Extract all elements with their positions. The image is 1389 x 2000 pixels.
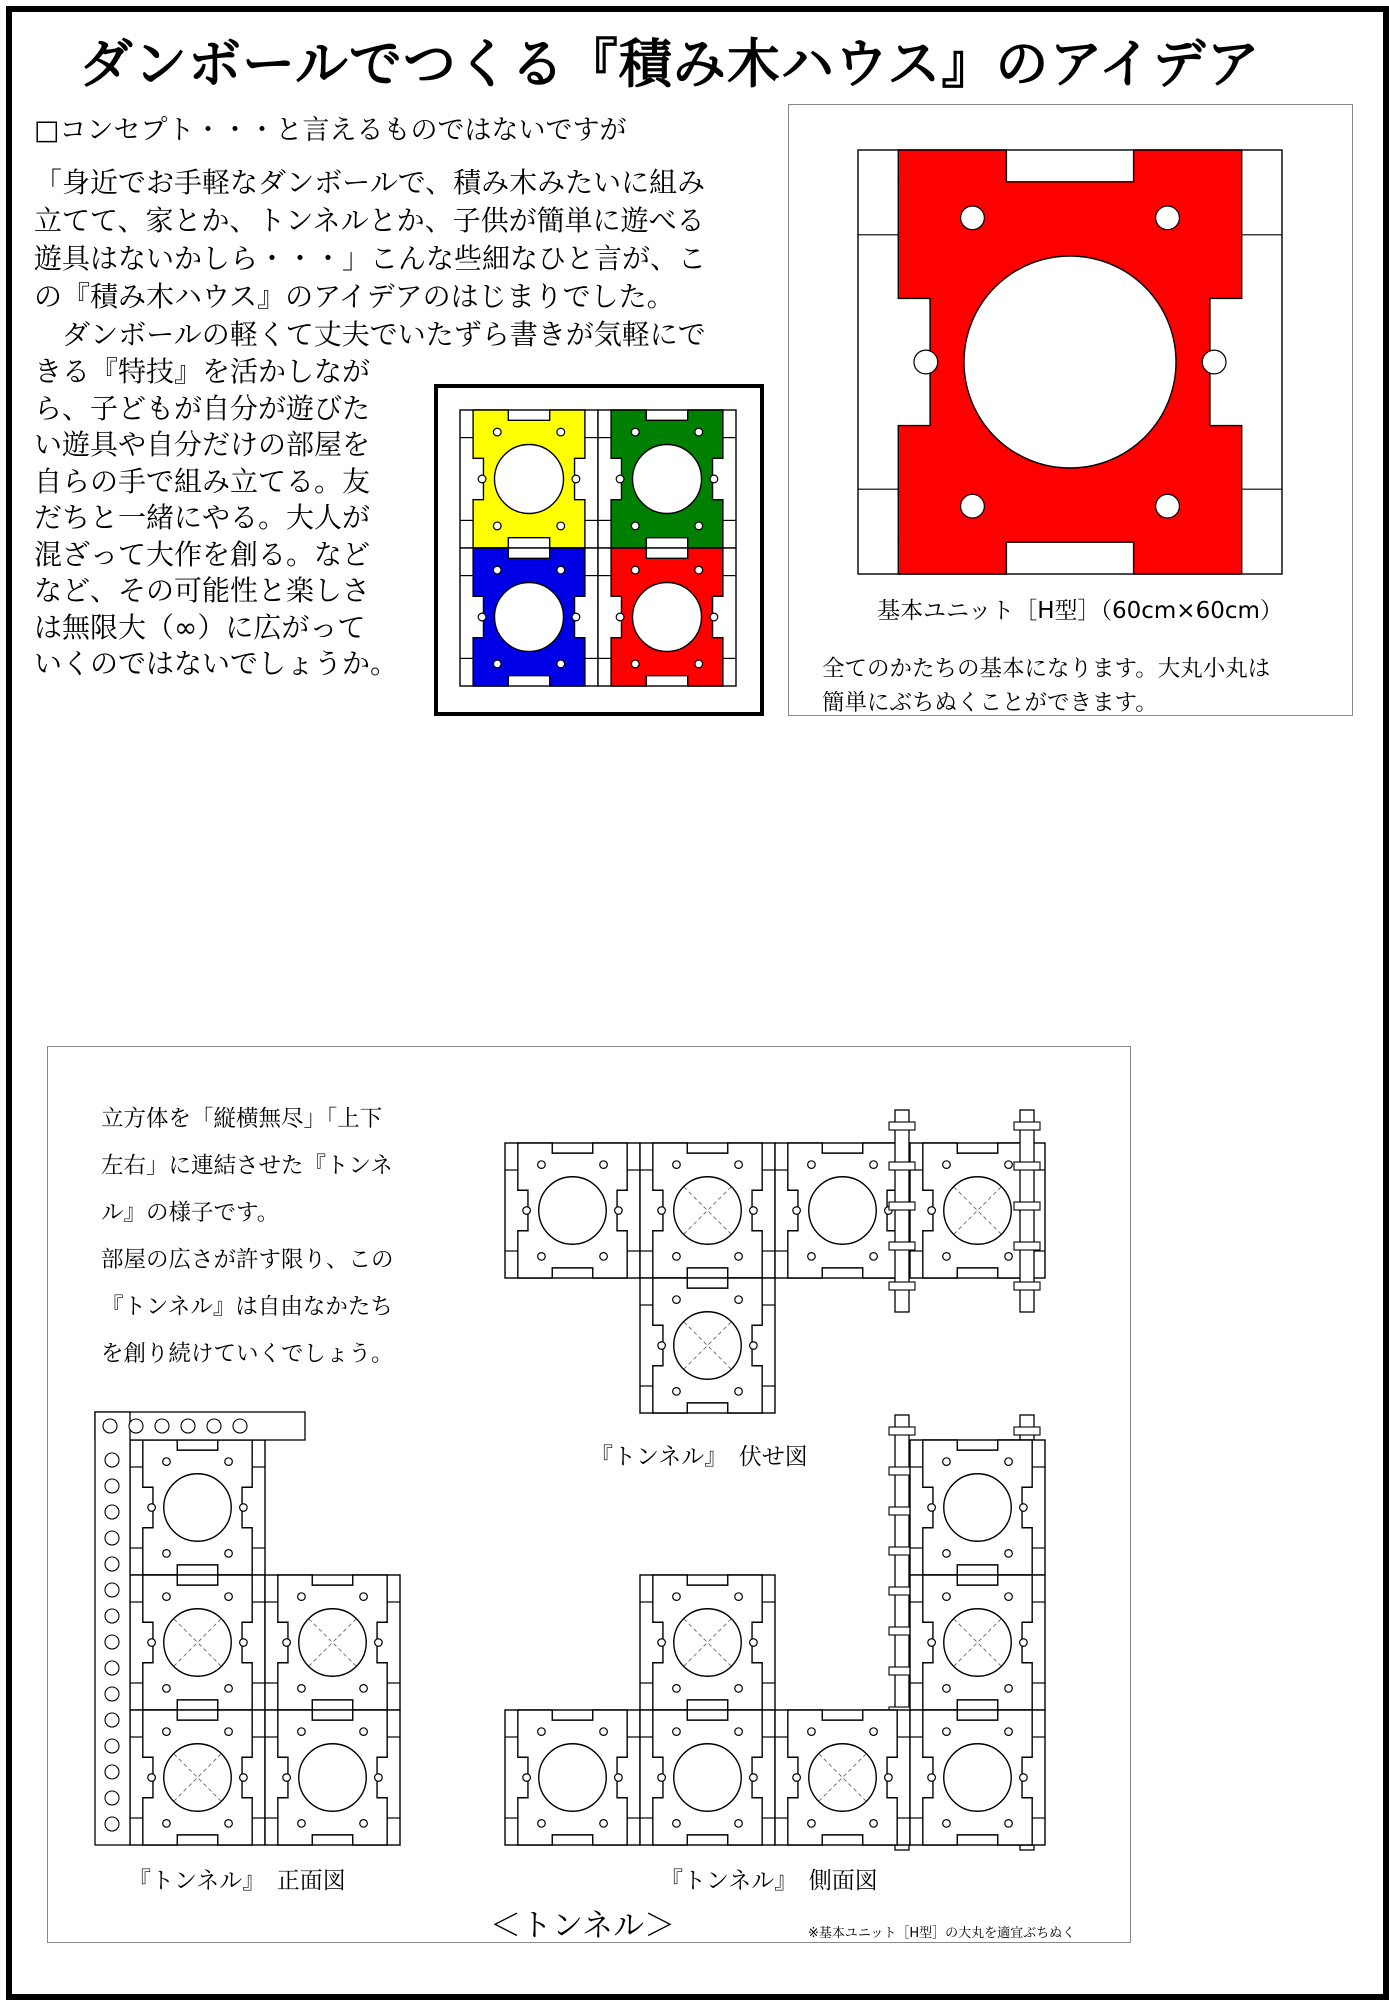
small-hole bbox=[1005, 1820, 1013, 1828]
perforation bbox=[105, 1635, 119, 1649]
body-line: ら、子どもが自分が遊びた bbox=[34, 391, 371, 425]
perforation bbox=[233, 1419, 247, 1433]
small-hole bbox=[658, 1639, 666, 1647]
perforation bbox=[105, 1453, 119, 1467]
small-hole bbox=[870, 1728, 878, 1736]
small-hole bbox=[673, 1728, 681, 1736]
small-hole bbox=[885, 1774, 893, 1782]
body-line: など、その可能性と楽しさ bbox=[34, 574, 371, 607]
small-hole bbox=[673, 1820, 681, 1828]
small-hole bbox=[735, 1593, 743, 1601]
big-circle bbox=[299, 1744, 367, 1812]
small-hole bbox=[870, 1253, 878, 1261]
small-hole bbox=[360, 1685, 368, 1693]
concept-heading: □コンセプト・・・と言えるものではないですが bbox=[34, 115, 627, 146]
connector-tab bbox=[889, 1242, 915, 1250]
small-hole bbox=[225, 1458, 233, 1466]
big-circle bbox=[809, 1177, 877, 1245]
connector-tab bbox=[1014, 1122, 1040, 1130]
small-hole bbox=[163, 1458, 171, 1466]
small-hole bbox=[750, 1342, 758, 1350]
body-line: きる『特技』を活かしなが bbox=[34, 355, 371, 388]
basic-unit-description-line: 全てのかたちの基本になります。大丸小丸は bbox=[822, 656, 1271, 682]
perforation bbox=[105, 1583, 119, 1597]
body-line: は無限大（∞）に広がって bbox=[34, 610, 366, 644]
small-hole bbox=[808, 1820, 816, 1828]
connector-tab bbox=[1014, 1242, 1040, 1250]
intro-line: 立てて、家とか、トンネルとか、子供が簡単に遊べる bbox=[34, 204, 705, 237]
small-hole bbox=[538, 1161, 546, 1169]
perforation bbox=[105, 1817, 119, 1831]
big-circle bbox=[164, 1474, 232, 1542]
h-unit bbox=[505, 1710, 640, 1845]
small-hole bbox=[298, 1593, 306, 1601]
page-title: ダンボールでつくる『積み木ハウス』のアイデア bbox=[79, 34, 1261, 95]
connector-tab bbox=[889, 1162, 915, 1170]
body-line: だちと一緒にやる。大人が bbox=[34, 501, 371, 534]
small-hole bbox=[148, 1774, 156, 1782]
perforation bbox=[207, 1419, 221, 1433]
intro-line: の『積み木ハウス』のアイデアのはじまりでした。 bbox=[34, 280, 675, 313]
small-hole bbox=[673, 1685, 681, 1693]
plan-view-caption: 『トンネル』 伏せ図 bbox=[590, 1444, 808, 1470]
perforation bbox=[181, 1419, 195, 1433]
connector-tab bbox=[1014, 1162, 1040, 1170]
perforation bbox=[105, 1557, 119, 1571]
tunnel-description-line: 部屋の広さが許す限り、この bbox=[101, 1247, 394, 1273]
small-hole bbox=[870, 1820, 878, 1828]
h-unit bbox=[265, 1710, 400, 1845]
perforation bbox=[105, 1479, 119, 1493]
small-hole bbox=[225, 1685, 233, 1693]
body-line: 混ざって大作を創る。など bbox=[34, 537, 371, 571]
small-hole bbox=[658, 1342, 666, 1350]
h-unit bbox=[910, 1440, 1045, 1575]
small-hole bbox=[360, 1820, 368, 1828]
small-hole bbox=[1020, 1639, 1028, 1647]
small-hole bbox=[615, 1774, 623, 1782]
small-hole bbox=[808, 1728, 816, 1736]
small-hole bbox=[750, 1639, 758, 1647]
h-unit bbox=[130, 1440, 265, 1575]
perforation bbox=[105, 1739, 119, 1753]
small-hole bbox=[673, 1388, 681, 1396]
big-circle bbox=[944, 1744, 1012, 1812]
perforation bbox=[105, 1531, 119, 1545]
small-hole bbox=[298, 1820, 306, 1828]
small-hole bbox=[225, 1550, 233, 1558]
perforation bbox=[105, 1791, 119, 1805]
body-line: い遊具や自分だけの部屋を bbox=[34, 428, 371, 461]
small-hole bbox=[240, 1504, 248, 1512]
body-line: いくのではないでしょうか。 bbox=[34, 647, 399, 680]
small-hole bbox=[673, 1296, 681, 1304]
intro-line: 遊具はないかしら・・・」こんな些細なひと言が、こ bbox=[34, 242, 707, 275]
tunnel-description-line: 『トンネル』は自由なかたち bbox=[101, 1294, 393, 1320]
small-hole bbox=[750, 1207, 758, 1215]
big-circle bbox=[674, 1744, 742, 1812]
small-hole bbox=[1005, 1161, 1013, 1169]
small-hole bbox=[673, 1253, 681, 1261]
h-unit bbox=[640, 1710, 775, 1845]
small-hole bbox=[1005, 1593, 1013, 1601]
small-hole bbox=[600, 1253, 608, 1261]
perforation bbox=[105, 1505, 119, 1519]
front-view-caption: 『トンネル』 正面図 bbox=[128, 1868, 346, 1894]
small-hole bbox=[793, 1774, 801, 1782]
small-hole bbox=[375, 1639, 383, 1647]
small-hole bbox=[1020, 1774, 1028, 1782]
tunnel-description-line: ル』の様子です。 bbox=[101, 1200, 280, 1226]
small-hole bbox=[1005, 1458, 1013, 1466]
small-hole bbox=[225, 1593, 233, 1601]
small-hole bbox=[928, 1774, 936, 1782]
small-hole bbox=[163, 1593, 171, 1601]
small-hole bbox=[870, 1161, 878, 1169]
tunnel-description-line: 立方体を「縦横無尽」「上下 bbox=[101, 1106, 383, 1132]
small-hole bbox=[360, 1728, 368, 1736]
small-hole bbox=[673, 1593, 681, 1601]
small-hole bbox=[808, 1161, 816, 1169]
big-circle bbox=[539, 1744, 607, 1812]
small-hole bbox=[673, 1161, 681, 1169]
small-hole bbox=[1005, 1550, 1013, 1558]
h-unit bbox=[910, 1575, 1045, 1710]
small-hole bbox=[735, 1296, 743, 1304]
h-unit bbox=[910, 1710, 1045, 1845]
connector-tab bbox=[1014, 1282, 1040, 1290]
h-unit bbox=[130, 1575, 265, 1710]
small-hole bbox=[928, 1207, 936, 1215]
small-hole bbox=[538, 1820, 546, 1828]
perforation bbox=[103, 1419, 117, 1433]
perforated-side-strip bbox=[95, 1412, 130, 1845]
h-unit bbox=[640, 1143, 775, 1278]
perforation bbox=[129, 1419, 143, 1433]
tunnel-description-line: を創り続けていくでしょう。 bbox=[101, 1341, 394, 1367]
small-hole bbox=[163, 1685, 171, 1693]
small-hole bbox=[523, 1207, 531, 1215]
small-hole bbox=[1005, 1253, 1013, 1261]
small-hole bbox=[943, 1550, 951, 1558]
small-hole bbox=[735, 1728, 743, 1736]
small-hole bbox=[523, 1774, 531, 1782]
small-hole bbox=[658, 1207, 666, 1215]
small-hole bbox=[283, 1639, 291, 1647]
small-hole bbox=[1020, 1504, 1028, 1512]
small-hole bbox=[735, 1253, 743, 1261]
small-hole bbox=[1005, 1685, 1013, 1693]
small-hole bbox=[148, 1639, 156, 1647]
connector-tab bbox=[889, 1427, 915, 1435]
tunnel-note: ※基本ユニット［H型］の大丸を適宜ぶちぬく bbox=[808, 1926, 1076, 1941]
connector-tab bbox=[1014, 1202, 1040, 1210]
small-hole bbox=[735, 1161, 743, 1169]
small-hole bbox=[943, 1728, 951, 1736]
small-hole bbox=[298, 1728, 306, 1736]
connector-tab bbox=[889, 1122, 915, 1130]
basic-unit-description-line: 簡単にぶちぬくことができます。 bbox=[822, 690, 1158, 716]
h-unit bbox=[640, 1278, 775, 1413]
perforation bbox=[105, 1661, 119, 1675]
big-circle bbox=[539, 1177, 607, 1245]
h-unit bbox=[640, 1575, 775, 1710]
small-hole bbox=[943, 1458, 951, 1466]
small-hole bbox=[600, 1820, 608, 1828]
small-hole bbox=[658, 1774, 666, 1782]
small-hole bbox=[928, 1639, 936, 1647]
small-hole bbox=[163, 1728, 171, 1736]
h-unit bbox=[775, 1710, 910, 1845]
small-hole bbox=[283, 1774, 291, 1782]
small-hole bbox=[600, 1728, 608, 1736]
small-hole bbox=[148, 1504, 156, 1512]
small-hole bbox=[943, 1593, 951, 1601]
perforation bbox=[155, 1419, 169, 1433]
h-unit bbox=[505, 1143, 640, 1278]
small-hole bbox=[943, 1685, 951, 1693]
small-hole bbox=[538, 1728, 546, 1736]
small-hole bbox=[163, 1820, 171, 1828]
small-hole bbox=[735, 1820, 743, 1828]
perforation bbox=[105, 1609, 119, 1623]
h-unit bbox=[130, 1710, 265, 1845]
connector-tab bbox=[1014, 1427, 1040, 1435]
small-hole bbox=[943, 1161, 951, 1169]
h-unit bbox=[265, 1575, 400, 1710]
tunnel-title: ＜トンネル＞ bbox=[490, 1908, 676, 1944]
small-hole bbox=[240, 1639, 248, 1647]
small-hole bbox=[375, 1774, 383, 1782]
perforation bbox=[105, 1765, 119, 1779]
small-hole bbox=[615, 1207, 623, 1215]
small-hole bbox=[600, 1161, 608, 1169]
small-hole bbox=[943, 1820, 951, 1828]
perforation bbox=[105, 1687, 119, 1701]
small-hole bbox=[225, 1728, 233, 1736]
small-hole bbox=[750, 1774, 758, 1782]
body-line: 自らの手で組み立てる。友 bbox=[34, 464, 371, 498]
small-hole bbox=[808, 1253, 816, 1261]
small-hole bbox=[538, 1253, 546, 1261]
basic-unit-caption: 基本ユニット［H型］（60cm×60cm） bbox=[877, 598, 1283, 624]
small-hole bbox=[225, 1820, 233, 1828]
small-hole bbox=[240, 1774, 248, 1782]
connector-tab bbox=[889, 1282, 915, 1290]
tunnel-description-line: 左右」に連結させた『トンネ bbox=[101, 1153, 393, 1179]
small-hole bbox=[928, 1504, 936, 1512]
small-hole bbox=[735, 1685, 743, 1693]
small-hole bbox=[1005, 1728, 1013, 1736]
small-hole bbox=[735, 1388, 743, 1396]
small-hole bbox=[163, 1550, 171, 1558]
intro-line: ダンボールの軽くて丈夫でいたずら書きが気軽にで bbox=[34, 318, 706, 351]
intro-line: 「身近でお手軽なダンボールで、積み木みたいに組み bbox=[34, 166, 706, 199]
small-hole bbox=[793, 1207, 801, 1215]
small-hole bbox=[943, 1253, 951, 1261]
small-hole bbox=[298, 1685, 306, 1693]
small-hole bbox=[360, 1593, 368, 1601]
connector-tab bbox=[889, 1202, 915, 1210]
perforation bbox=[105, 1713, 119, 1727]
big-circle bbox=[944, 1474, 1012, 1542]
side-view-caption: 『トンネル』 側面図 bbox=[660, 1868, 878, 1894]
